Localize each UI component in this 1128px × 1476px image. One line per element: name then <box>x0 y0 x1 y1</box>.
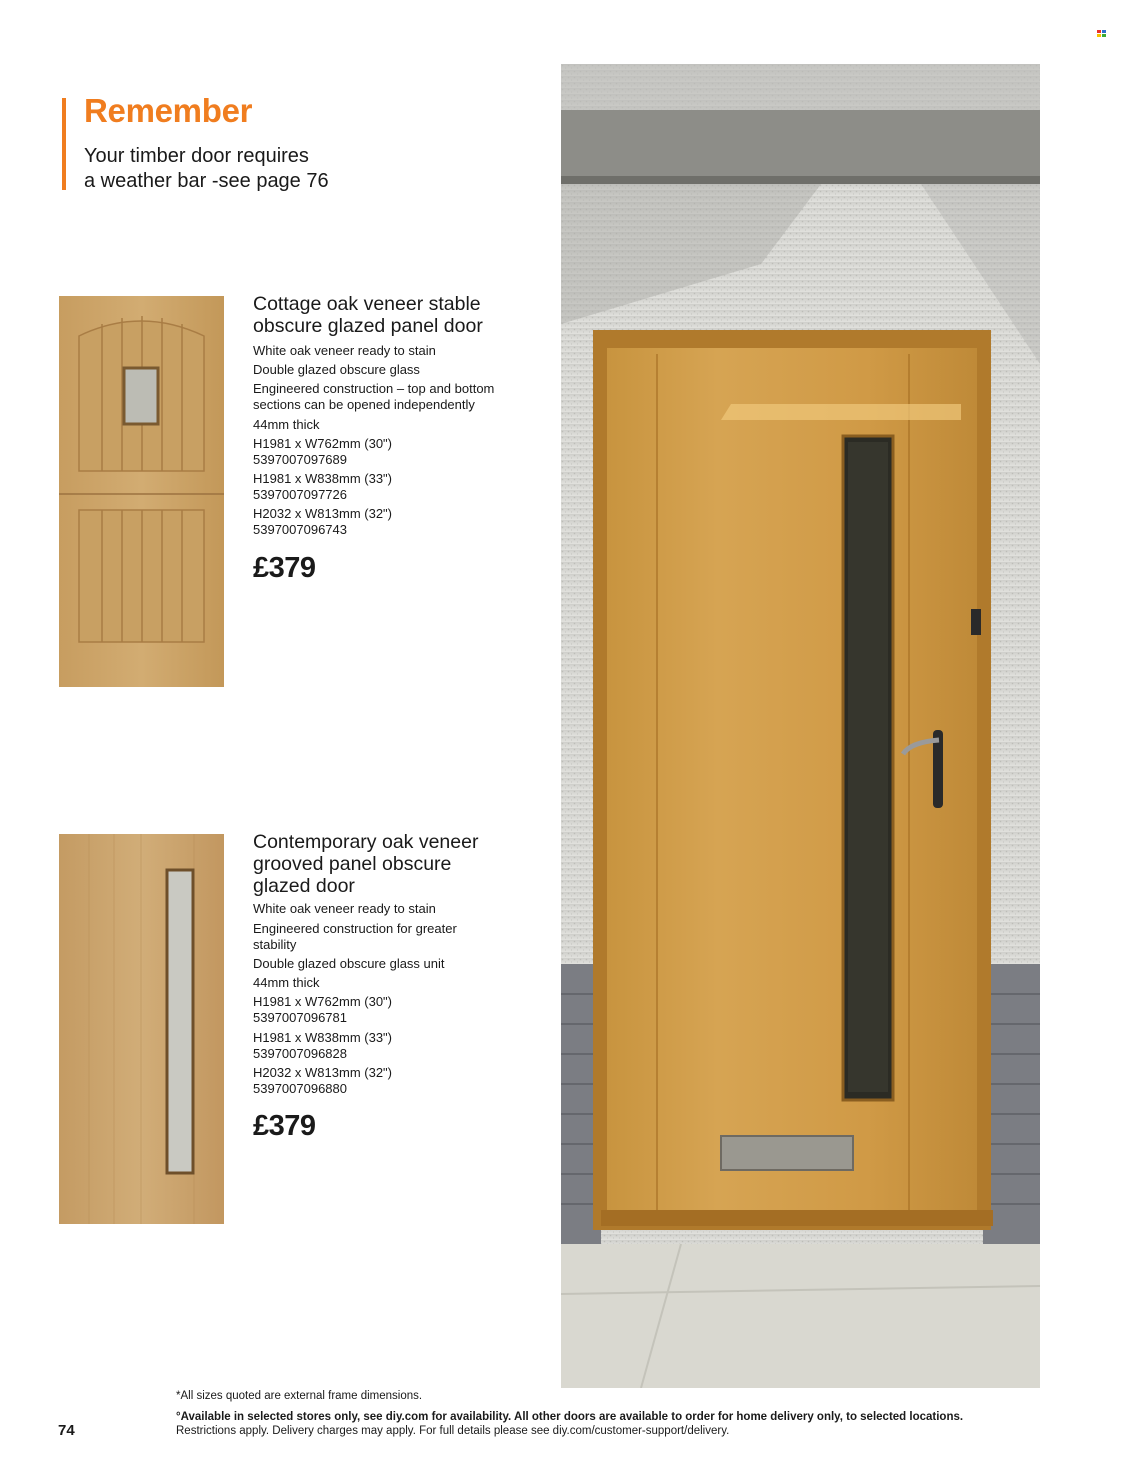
product-1-size: H2032 x W813mm (32") <box>253 506 392 521</box>
contemporary-door-image <box>59 834 224 1224</box>
product-1-spec: sections can be opened independently <box>253 397 475 412</box>
remember-accent-bar <box>62 98 66 190</box>
footnote-delivery: Restrictions apply. Delivery charges may apply. For full details please see diy.com/customer-support/delivery. <box>176 1425 730 1437</box>
product-1-spec: White oak veneer ready to stain <box>253 343 436 358</box>
product-1-spec: Double glazed obscure glass <box>253 362 420 377</box>
product-2-barcode: 5397007096828 <box>253 1046 347 1061</box>
product-2-spec: stability <box>253 937 297 952</box>
product-1-size: H1981 x W762mm (30") <box>253 436 392 451</box>
product-2-size: H2032 x W813mm (32") <box>253 1065 392 1080</box>
product-1-size: H1981 x W838mm (33") <box>253 471 392 486</box>
product-2-spec: Double glazed obscure glass unit <box>253 956 445 971</box>
product-2-spec: 44mm thick <box>253 975 320 990</box>
remember-text-line-2: a weather bar -see page 76 <box>84 170 329 192</box>
product-2-barcode: 5397007096880 <box>253 1081 347 1096</box>
product-1-spec: 44mm thick <box>253 417 320 432</box>
product-2-price: £379 <box>253 1110 316 1142</box>
product-1-title-line-2: obscure glazed panel door <box>253 315 483 337</box>
product-1-title-line-1: Cottage oak veneer stable <box>253 293 481 315</box>
product-2-title-line-2: grooved panel obscure <box>253 853 452 875</box>
remember-heading: Remember <box>84 92 253 129</box>
product-1-barcode: 5397007097726 <box>253 487 347 502</box>
remember-text-line-1: Your timber door requires <box>84 145 309 167</box>
product-1-price: £379 <box>253 552 316 584</box>
product-1-spec: Engineered construction – top and bottom <box>253 381 495 396</box>
page-number: 74 <box>58 1422 75 1439</box>
product-2-size: H1981 x W838mm (33") <box>253 1030 392 1045</box>
product-2-title-line-1: Contemporary oak veneer <box>253 831 479 853</box>
product-2-barcode: 5397007096781 <box>253 1010 347 1025</box>
footnote-sizes: *All sizes quoted are external frame dimensions. <box>176 1390 423 1402</box>
product-2-size: H1981 x W762mm (30") <box>253 994 392 1009</box>
cottage-stable-door-image <box>59 296 224 687</box>
hero-door-photo <box>561 64 1040 1388</box>
footnote-availability: °Available in selected stores only, see diy.com for availability. All other doors are available to order for home delivery only, to selected locations. <box>176 1411 964 1423</box>
product-2-spec: White oak veneer ready to stain <box>253 901 436 916</box>
product-1-barcode: 5397007097689 <box>253 452 347 467</box>
product-1-barcode: 5397007096743 <box>253 522 347 537</box>
product-2-spec: Engineered construction for greater <box>253 921 457 936</box>
brand-logo-icon <box>1097 30 1107 38</box>
product-2-title-line-3: glazed door <box>253 875 355 897</box>
